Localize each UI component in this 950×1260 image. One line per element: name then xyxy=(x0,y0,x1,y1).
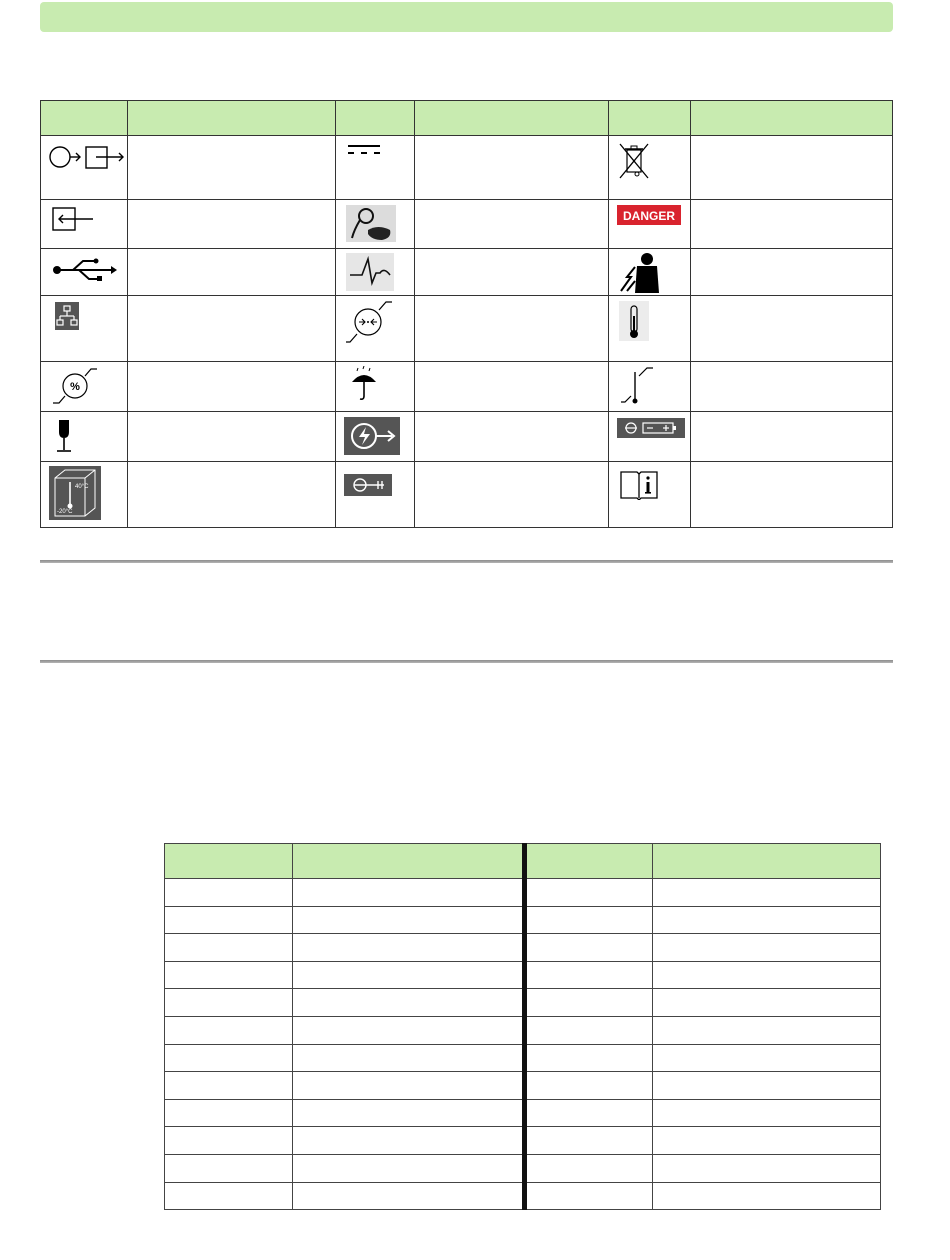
table-row xyxy=(41,136,893,200)
table-row xyxy=(165,1044,881,1072)
symbol-cell xyxy=(608,136,690,200)
svg-text:40°C: 40°C xyxy=(75,484,89,490)
symbol-cell xyxy=(336,362,415,412)
divider-top xyxy=(40,560,893,563)
description-cell xyxy=(690,462,892,528)
weee-disposal-icon xyxy=(617,140,651,180)
header-cell xyxy=(653,844,881,879)
ecg-pulse-icon xyxy=(344,253,396,291)
symbol-cell xyxy=(41,296,128,362)
table-row xyxy=(41,249,893,296)
svg-text:DANGER: DANGER xyxy=(622,209,675,223)
table-row xyxy=(41,462,893,528)
symbols-table xyxy=(40,100,893,528)
no-pushing-icon xyxy=(344,204,398,244)
thermometer-icon xyxy=(617,300,651,342)
table-row xyxy=(165,1099,881,1127)
battery-icon xyxy=(617,416,685,440)
symbol-cell xyxy=(608,412,690,462)
header-cell xyxy=(336,101,415,136)
description-cell xyxy=(128,296,336,362)
table-row xyxy=(165,879,881,907)
symbol-cell xyxy=(41,462,128,528)
table-row xyxy=(165,1154,881,1182)
symbol-cell xyxy=(336,412,415,462)
description-cell xyxy=(415,296,608,362)
usb-icon xyxy=(49,253,119,287)
external-power-icon xyxy=(344,466,392,496)
description-cell xyxy=(690,362,892,412)
signal-input-icon xyxy=(49,204,99,236)
header-cell xyxy=(415,101,608,136)
danger-label-icon xyxy=(617,204,681,226)
symbol-cell xyxy=(608,249,690,296)
divider-bottom xyxy=(40,660,893,663)
svg-text:%: % xyxy=(70,381,80,393)
header-cell xyxy=(165,844,293,879)
fragile-icon xyxy=(49,416,79,456)
symbol-cell xyxy=(41,249,128,296)
table-row xyxy=(41,296,893,362)
table-row xyxy=(165,989,881,1017)
table-row xyxy=(41,200,893,249)
header-cell xyxy=(41,101,128,136)
header-cell xyxy=(292,844,525,879)
description-cell xyxy=(415,462,608,528)
description-cell xyxy=(415,136,608,200)
description-cell xyxy=(690,200,892,249)
symbol-cell xyxy=(608,462,690,528)
symbol-cell xyxy=(608,362,690,412)
header-cell xyxy=(525,844,653,879)
table-row xyxy=(41,362,893,412)
description-cell xyxy=(415,362,608,412)
symbol-cell xyxy=(41,362,128,412)
table-row xyxy=(165,961,881,989)
header-cell xyxy=(128,101,336,136)
svg-text:-20°C: -20°C xyxy=(57,509,73,515)
temperature-limit-icon xyxy=(617,366,657,406)
operating-instructions-icon xyxy=(617,466,661,500)
section-header-bar xyxy=(40,2,893,32)
symbol-cell xyxy=(336,462,415,528)
symbol-cell xyxy=(41,412,128,462)
symbol-cell xyxy=(608,296,690,362)
description-cell xyxy=(128,249,336,296)
network-icon xyxy=(49,300,85,334)
table-row xyxy=(41,412,893,462)
description-cell xyxy=(128,412,336,462)
description-cell xyxy=(128,200,336,249)
atmospheric-pressure-icon xyxy=(344,300,394,344)
symbol-cell xyxy=(336,200,415,249)
symbol-cell xyxy=(336,136,415,200)
storage-temperature-icon xyxy=(49,466,101,520)
header-cell xyxy=(608,101,690,136)
symbol-cell xyxy=(608,200,690,249)
abbreviations-table-header xyxy=(165,844,881,879)
dc-current-icon xyxy=(344,140,384,160)
description-cell xyxy=(415,412,608,462)
table-row xyxy=(165,906,881,934)
symbol-cell xyxy=(41,136,128,200)
table-row xyxy=(165,1016,881,1044)
description-cell xyxy=(690,296,892,362)
abbreviations-table xyxy=(164,843,881,1210)
power-onoff-icon xyxy=(49,140,127,174)
defibrillation-proof-icon xyxy=(617,253,663,293)
symbols-table-header xyxy=(41,101,893,136)
header-cell xyxy=(690,101,892,136)
description-cell xyxy=(415,249,608,296)
description-cell xyxy=(128,462,336,528)
description-cell xyxy=(128,362,336,412)
table-row xyxy=(165,1182,881,1210)
humidity-limit-icon xyxy=(49,366,99,406)
symbol-cell xyxy=(41,200,128,249)
description-cell xyxy=(415,200,608,249)
table-row xyxy=(165,1072,881,1100)
description-cell xyxy=(128,136,336,200)
defibrillation-output-icon xyxy=(344,416,400,456)
table-row xyxy=(165,934,881,962)
symbol-cell xyxy=(336,249,415,296)
keep-dry-icon xyxy=(344,366,384,402)
description-cell xyxy=(690,136,892,200)
table-row xyxy=(165,1127,881,1155)
symbol-cell xyxy=(336,296,415,362)
description-cell xyxy=(690,249,892,296)
description-cell xyxy=(690,412,892,462)
